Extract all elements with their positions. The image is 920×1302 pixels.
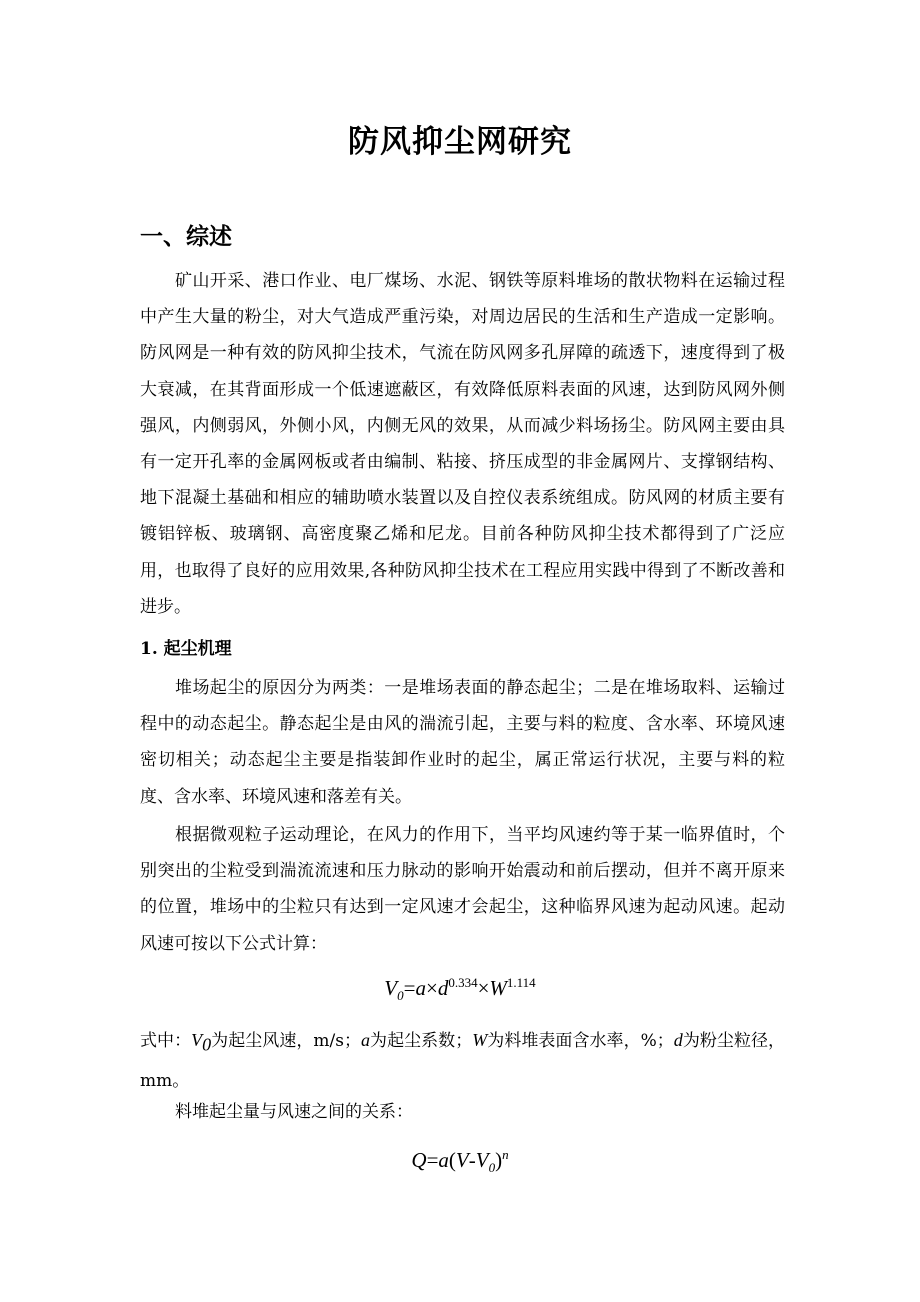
formula2-v0: V [475, 1148, 489, 1172]
formula2-v: V [455, 1148, 469, 1172]
formula1-times-2: × [477, 976, 490, 1000]
dust-mechanism-paragraph-1: 堆场起尘的原因分为两类：一是堆场表面的静态起尘；二是在堆场取料、运输过程中的动态起尘。静态起尘是由风的湍流引起，主要与料的粒度、含水率、环境风速密切相关；动态起尘主要是指装卸作业时的起尘，属正常运行状况，主要与料的粒度、含水率、环境风速和落差有关。 [140, 678, 785, 807]
formula2-v0-subscript: 0 [488, 1160, 496, 1176]
overview-paragraph: 矿山开采、港口作业、电厂煤场、水泥、钢铁等原料堆场的散状物料在运输过程中产生大量的粉尘，对大气造成严重污染，对周边居民的生活和生产造成一定影响。防风网是一种有效的防风抑尘技术，气流在防风网多孔屏障的疏透下，速度得到了极大衰减，在其背面形成一个低速遮蔽区，有效降低原料表面的风速，达到防风网外侧强风，内侧弱风，外侧小风，内侧无风的效果，从而减少料场扬尘。防风网主要由具有一定开孔率的金属网板或者由编制、粘接、挤压成型的非金属网片、支撑钢结构、地下混凝土基础和相应的辅助喷水装置以及自控仪表系统组成。防风网的材质主要有镀铝锌板、玻璃钢、高密度聚乙烯和尼龙。目前各种防风抑尘技术都得到了广泛应用，也取得了良好的应用效果,各种防风抑尘技术在工程应用实践中得到了不断改善和进步。 [140, 271, 785, 617]
formula1-times-1: × [425, 976, 438, 1000]
formula1-v: V [384, 976, 398, 1000]
formula1-d-exponent: 0.334 [448, 975, 478, 990]
formula1-a: a [415, 976, 426, 1000]
note-a-desc: 为起尘系数； [369, 1031, 473, 1051]
section-heading-overview: 一、综述 [140, 223, 232, 250]
formula2-q: Q [411, 1148, 427, 1172]
formula2-n-exponent: n [502, 1147, 509, 1162]
note-prefix: 式中： [140, 1031, 192, 1051]
formula1-w-exponent: 1.114 [506, 975, 536, 990]
formula1-d: d [437, 976, 449, 1000]
dust-amount-intro: 料堆起尘量与风速之间的关系： [175, 1102, 413, 1122]
formula1-equals: = [403, 976, 416, 1000]
formula2-open-paren: ( [448, 1148, 456, 1172]
dust-mechanism-paragraph-2: 根据微观粒子运动理论，在风力的作用下，当平均风速约等于某一临界值时，个别突出的尘粒受到湍流流速和压力脉动的影响开始震动和前后摆动，但并不离开原来的位置，堆场中的尘粒只有达到一定风速才会起尘，这种临界风速为起动风速。起动风速可按以下公式计算： [140, 825, 785, 954]
document-title: 防风抑尘网研究 [348, 124, 572, 160]
formula-dust-amount [0, 1147, 920, 1176]
formula2-close-paren: ) [495, 1148, 503, 1172]
formula2-minus: - [468, 1148, 476, 1172]
note-v0-subscript: 0 [202, 1034, 212, 1055]
note-v0-desc: 为起尘风速，m/s； [211, 1031, 361, 1051]
formula1-v-subscript: 0 [397, 988, 404, 1004]
note-v0: V [191, 1030, 203, 1050]
note-w: W [472, 1030, 488, 1050]
formula2-a: a [438, 1148, 449, 1172]
subsection-heading-dust-mechanism: 1. 起尘机理 [140, 639, 232, 659]
note-d: d [673, 1030, 683, 1050]
formula-start-wind-speed [0, 975, 920, 1004]
note-d-desc: 为粉尘粒径，mm。 [140, 1031, 786, 1091]
note-w-desc: 为料堆表面含水率，%； [487, 1031, 674, 1051]
formula1-variable-notes [140, 1022, 785, 1099]
note-a: a [360, 1030, 370, 1050]
formula2-equals: = [426, 1148, 439, 1172]
formula1-w: W [489, 976, 507, 1000]
